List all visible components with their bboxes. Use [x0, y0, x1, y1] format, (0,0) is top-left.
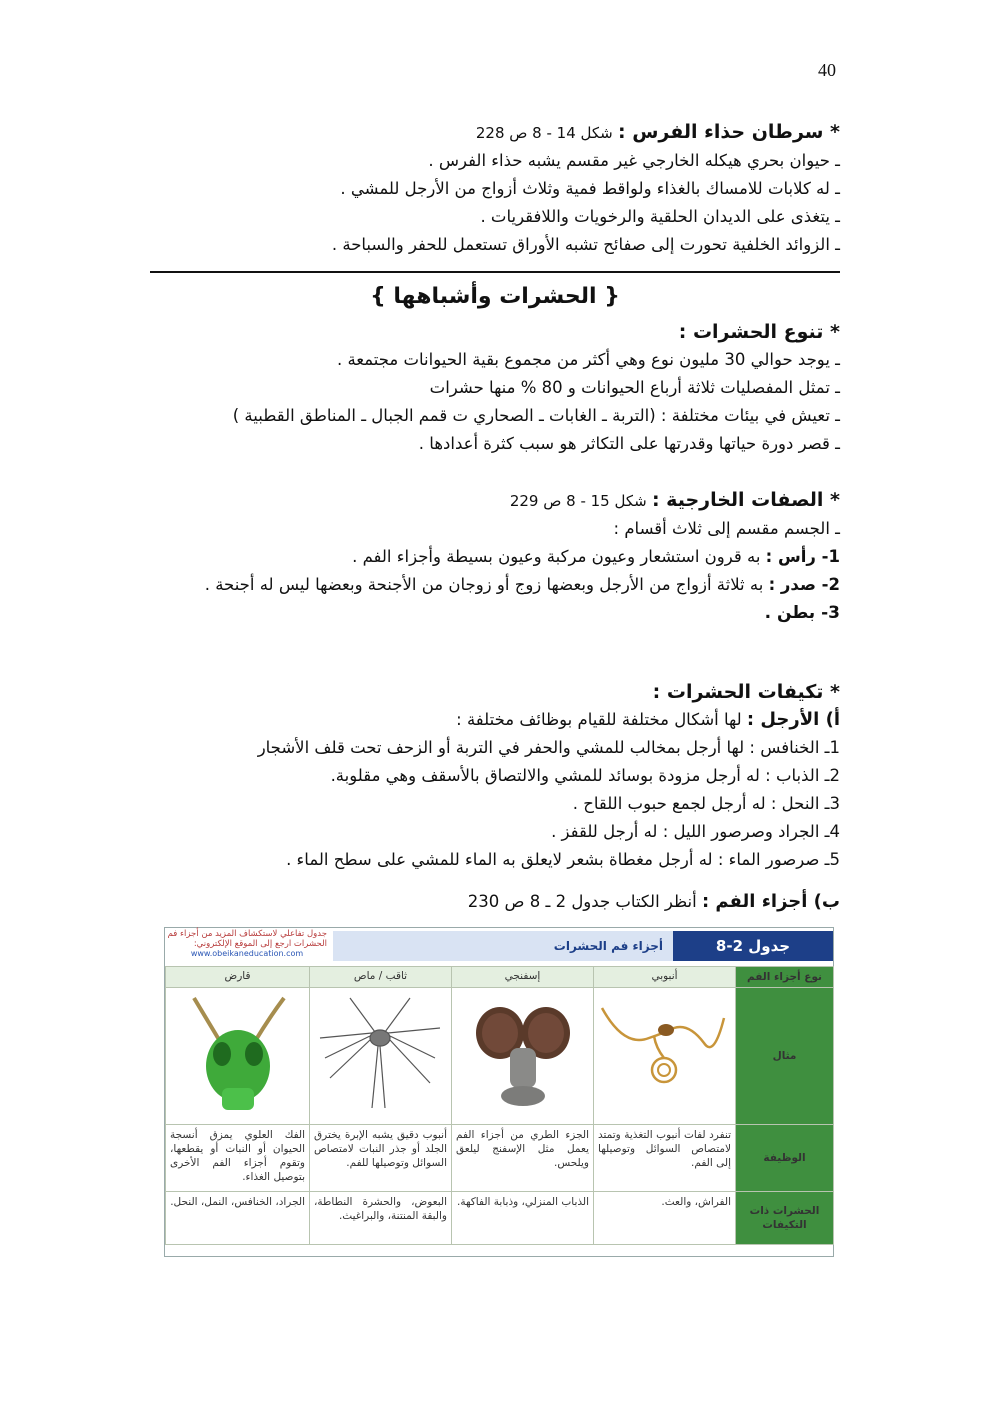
external-ref: شكل 15 - 8 ص 229: [509, 492, 647, 510]
table-row: [166, 967, 834, 988]
col-type: ثاقب / ماص: [310, 967, 452, 988]
leg-item: 4ـ الجراد وصرصور الليل : له أرجل للقفز .: [551, 822, 840, 841]
crab-section: [332, 118, 840, 259]
figure-title: جدول 2-8: [673, 931, 833, 961]
function-cell: أنبوب دقيق يشبه الإبرة يخترق الجلد أو جذر النبات لامتصاص السوائل وتوصيلها للفم.: [310, 1125, 452, 1192]
crab-line: ـ حيوان بحري هيكله الخارجي غير مقسم يشبه حذاء الفرس .: [428, 151, 840, 170]
insects-cell: البعوض، والحشرة النطاطة، والبقة المنتنة، والبراغيث.: [310, 1192, 452, 1245]
figure-link[interactable]: www.obeikaneducation.com: [190, 949, 304, 958]
row-header-function: الوظيفة: [736, 1125, 834, 1192]
diversity-line: ـ يوجد حوالي 30 مليون نوع وهي أكثر من مجموع بقية الحيوانات مجتمعة .: [336, 350, 840, 369]
col-type: إسفنجي: [452, 967, 594, 988]
row-header-insects: الحشرات ذات التكيفات: [736, 1192, 834, 1245]
leg-item: 3ـ النحل : له أرجل لجمع حبوب اللقاح .: [572, 794, 840, 813]
thorax-label: 2- صدر :: [768, 575, 840, 594]
figure-subtitle: أجزاء فم الحشرات: [333, 931, 673, 961]
mouthparts-table: [165, 966, 834, 1245]
thorax-text: به ثلاثة أزواج من الأرجل وبعضها زوج أو زوجان من الأجنحة وبعضها ليس له أجنحة .: [204, 575, 764, 594]
col-type: قارض: [166, 967, 310, 988]
diversity-line: ـ تعيش في بيئات مختلفة : (التربة ـ الغابات ـ الصحاري ت قمم الجبال ـ المناطق القطبية ): [232, 406, 840, 425]
head-label: 1- رأس :: [765, 547, 840, 566]
diversity-section: [233, 318, 840, 458]
legs-label: أ) الأرجل :: [746, 709, 840, 730]
diversity-heading: * تنوع الحشرات :: [678, 321, 840, 343]
page-number: 40: [818, 60, 836, 80]
col-type: أنبوبي: [594, 967, 736, 988]
adaptations-section: [258, 678, 840, 916]
function-cell: الفك العلوي يمزق أنسجة الحيوان أو النبات أو يقطعها، وتقوم أجزاء الفم الأخرى بتوصيل الغذاء.: [166, 1125, 310, 1192]
adaptations-heading: * تكيفات الحشرات :: [652, 681, 840, 703]
external-section: [170, 486, 840, 627]
fly-head-icon: [452, 988, 594, 1125]
leg-item: 1ـ الخنافس : لها أرجل بمخالب للمشي والحفر في التربة أو الزحف تحت قلف الأشجار: [257, 738, 840, 757]
table-row: [166, 988, 834, 1125]
table-row: [166, 1192, 834, 1245]
mouth-text: أنظر الكتاب جدول 2 ـ 8 ص 230: [467, 892, 697, 911]
head-text: به قرون استشعار وعيون مركبة وعيون بسيطة وأجزاء الفم .: [352, 547, 761, 566]
figure-note-text: جدول تفاعلي لاستكشاف المزيد من أجزاء فم الحشرات ارجع إلى الموقع الإلكتروني:: [167, 929, 327, 949]
row-header-type: نوع أجزاء الفم: [736, 967, 834, 988]
row-header-example: مثال: [736, 988, 834, 1125]
figure-note: [167, 929, 327, 963]
table-row: [166, 1125, 834, 1192]
abdomen-label: 3- بطن .: [764, 603, 840, 623]
function-cell: تنفرد لفات أنبوب التغذية وتمتد لامتصاص السوائل وتوصيلها إلى الفم.: [594, 1125, 736, 1192]
leg-item: 5ـ صرصور الماء : له أرجل مغطاة بشعر لايعلق به الماء للمشي على سطح الماء .: [286, 850, 840, 869]
section-title: { الحشرات وأشباهها }: [370, 284, 620, 309]
divider: [150, 271, 840, 273]
proboscis-icon: [594, 988, 736, 1125]
crab-line: ـ له كلابات للامساك بالغذاء ولواقط فمية وثلاث أزواج من الأرجل للمشي .: [340, 179, 840, 198]
mouth-label: ب) أجزاء الفم :: [701, 891, 840, 912]
mosquito-icon: [310, 988, 452, 1125]
mouthparts-table-figure: [164, 927, 834, 1257]
diversity-line: ـ تمثل المفصليات ثلاثة أرباع الحيوانات و 80 % منها حشرات: [429, 378, 840, 397]
crab-heading: * سرطان حذاء الفرس :: [618, 121, 840, 143]
diversity-line: ـ قصر دورة حياتها وقدرتها على التكاثر هو سبب كثرة أعدادها .: [418, 434, 840, 453]
external-intro: ـ الجسم مقسم إلى ثلاث أقسام :: [613, 519, 840, 538]
crab-ref: شكل 14 - 8 ص 228: [475, 124, 613, 142]
leg-item: 2ـ الذباب : له أرجل مزودة بوسائد للمشي والالتصاق بالأسقف وهي مقلوبة.: [330, 766, 840, 785]
function-cell: الجزء الطري من أجزاء الفم يعمل مثل الإسفنج ليلعق ويلحس.: [452, 1125, 594, 1192]
external-heading: * الصفات الخارجية :: [651, 489, 840, 511]
insects-cell: الذباب المنزلي، وذبابة الفاكهة.: [452, 1192, 594, 1245]
grasshopper-head-icon: [166, 988, 310, 1125]
insects-cell: الفراش، والعث.: [594, 1192, 736, 1245]
figure-header: [165, 928, 833, 964]
insects-cell: الجراد، الخنافس، النمل، النحل.: [166, 1192, 310, 1245]
legs-intro: لها أشكال مختلفة للقيام بوظائف مختلفة :: [456, 710, 742, 729]
crab-line: ـ يتغذى على الديدان الحلقية والرخويات واللافقريات .: [480, 207, 840, 226]
crab-line: ـ الزوائد الخلفية تحورت إلى صفائح تشبه الأوراق تستعمل للحفر والسباحة .: [331, 235, 840, 254]
